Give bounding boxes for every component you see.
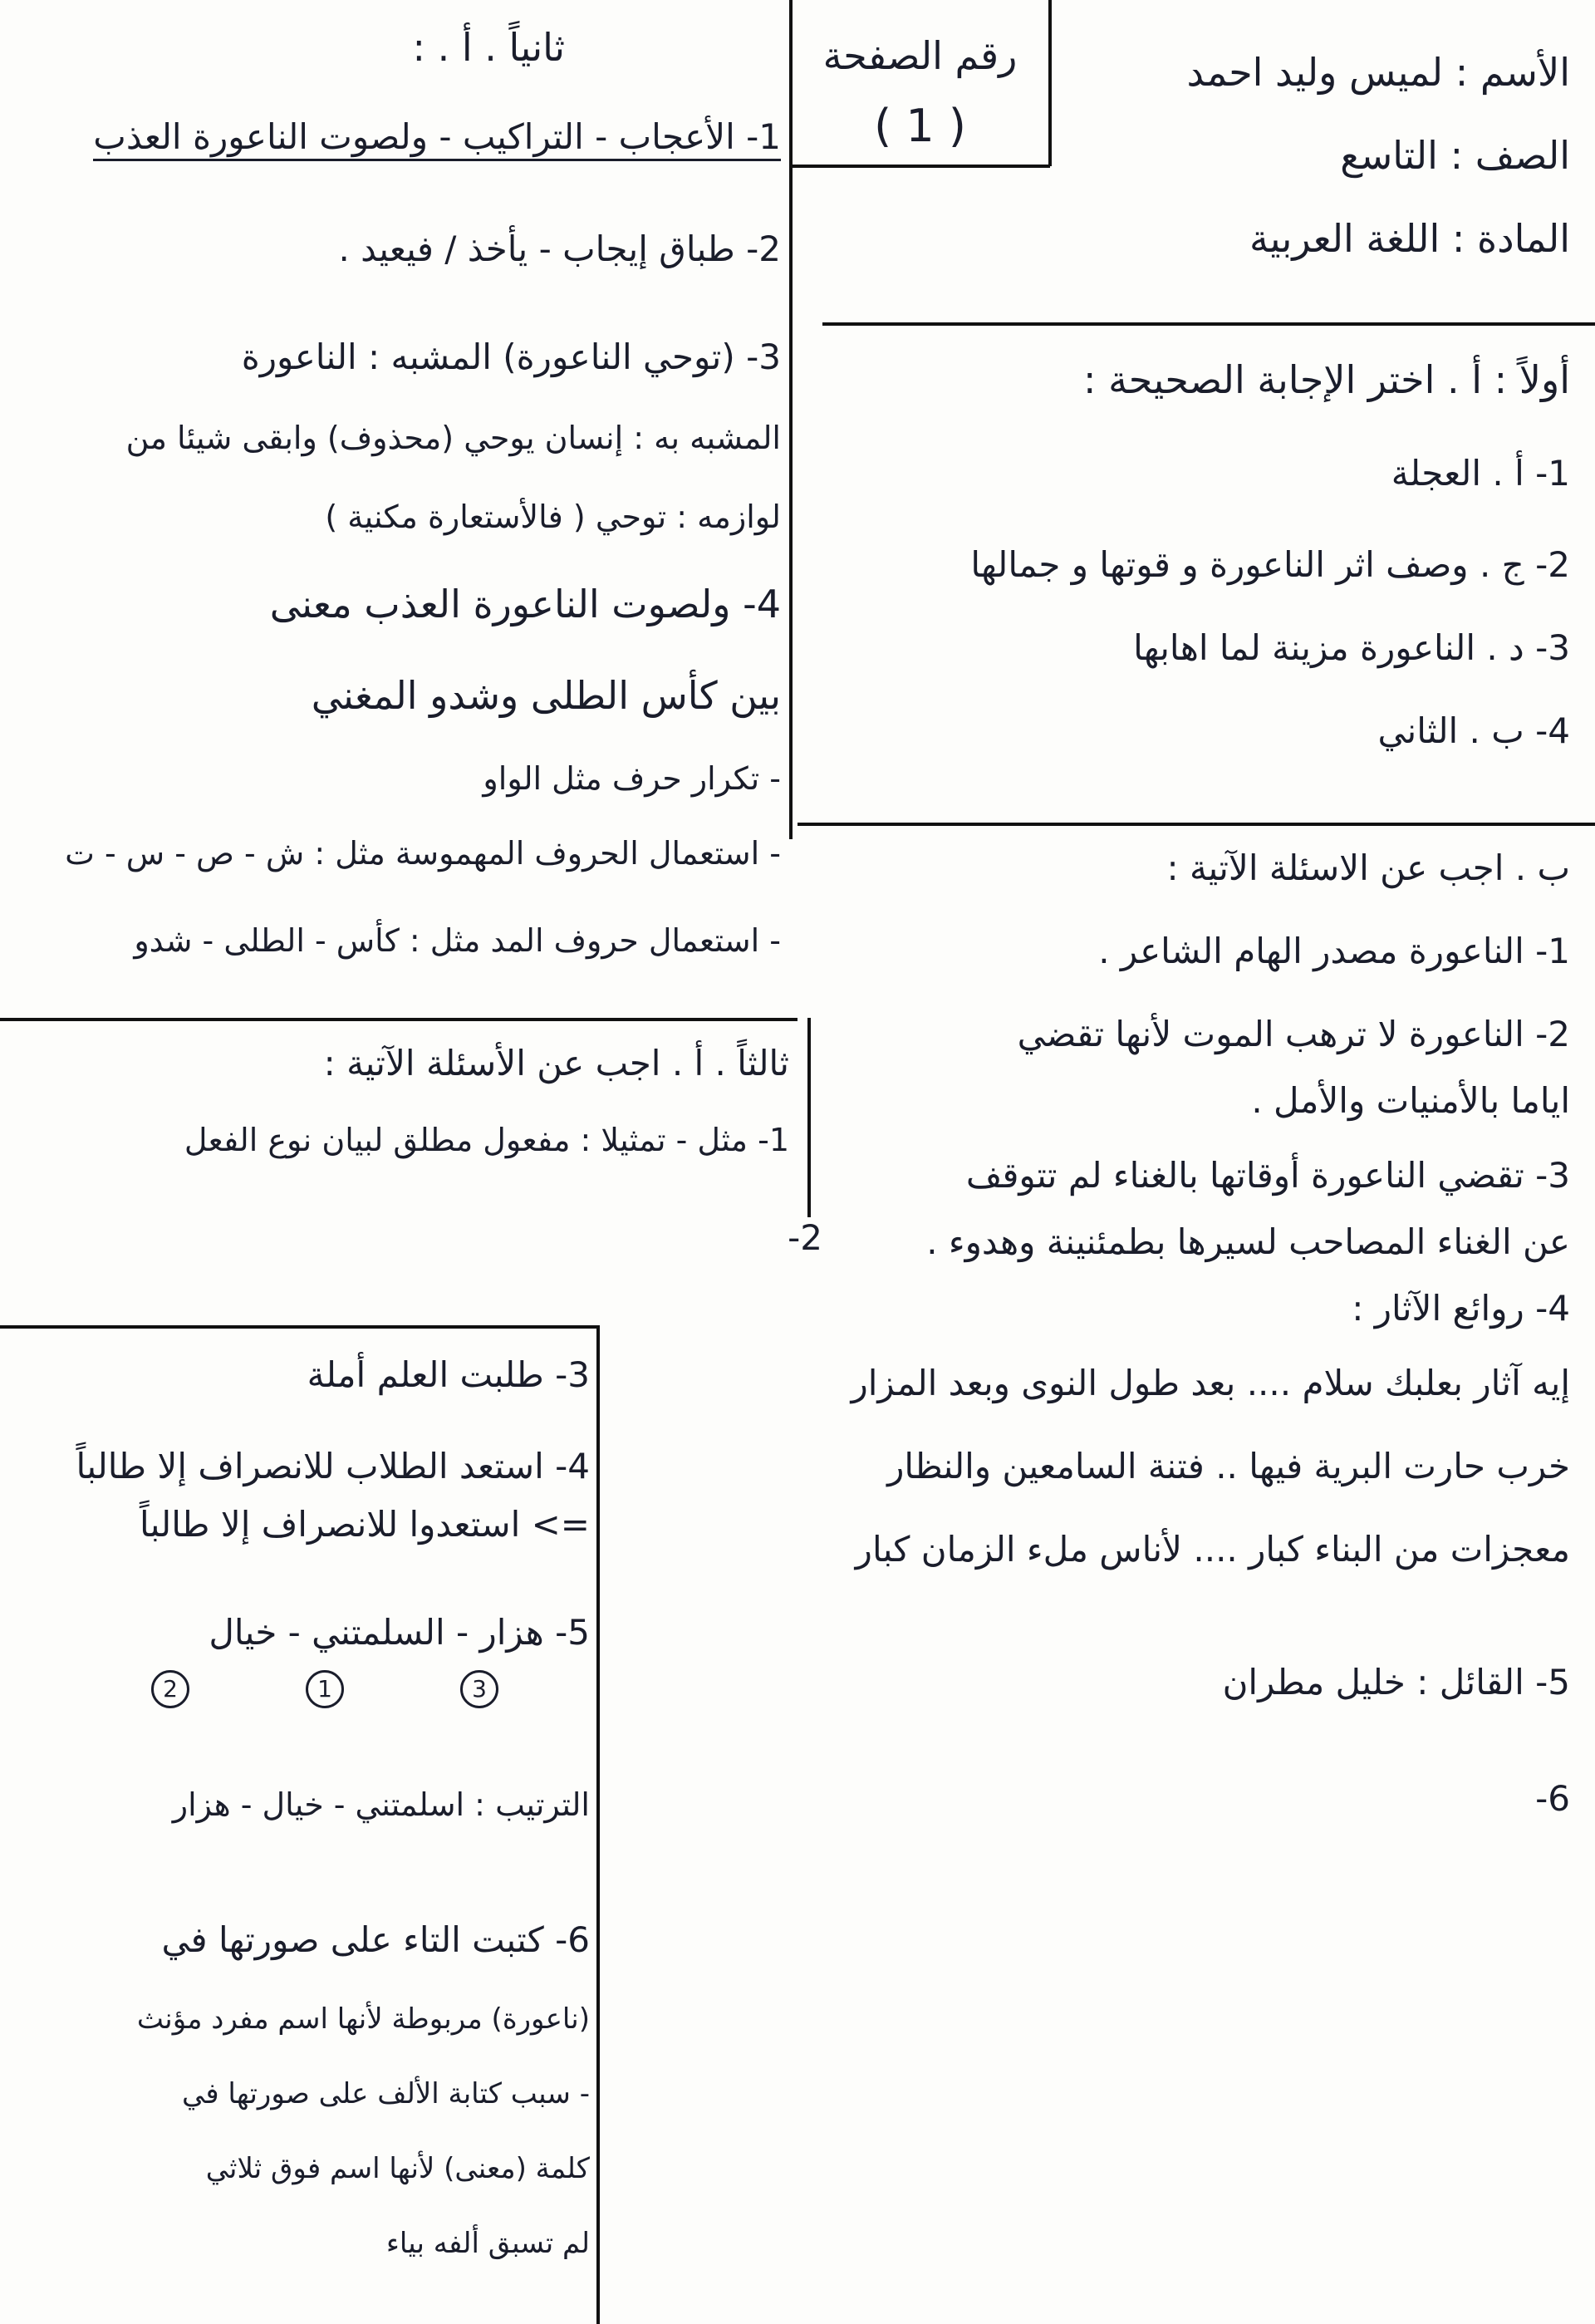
section-two-item-3: 3- (توحي الناعورة) المشبه : الناعورة <box>241 337 781 377</box>
order-mark-1: 3 <box>460 1670 498 1708</box>
b-answer-1: 1- الناعورة مصدر الهام الشاعر . <box>1098 931 1570 971</box>
order-marks <box>93 1670 557 1708</box>
answer-1: 1- أ . العجلة <box>1391 453 1570 494</box>
section-three-item-2-label: 2- <box>788 1217 822 1258</box>
order-mark-3: 2 <box>151 1670 189 1708</box>
b-answer-2: 2- الناعورة لا ترهب الموت لأنها تقضي <box>1017 1014 1570 1054</box>
page-number-box <box>798 17 1043 162</box>
lower-box-top-rule <box>0 1325 598 1329</box>
section-three-item-6-line5: لم تسبق ألفه بياء <box>385 2227 590 2260</box>
section-one-title: أولاً : أ . اختر الإجابة الصحيحة : <box>1082 357 1570 402</box>
section-two-item-4-note-3: - استعمال حروف المد مثل : كأس - الطلى - شدو <box>134 922 781 959</box>
section-three-title: ثالثاً . أ . اجب عن الأسئلة الآتية : <box>323 1043 789 1083</box>
top-right-box-bottom-rule <box>822 322 1595 326</box>
section-three-item-3: 3- طلبت العلم أملة <box>307 1354 590 1395</box>
section-three-item-6-line2: (ناعورة) مربوطة لأنها اسم مفرد مؤنث <box>136 2002 590 2036</box>
section-two-item-2: 2- طباق إيجاب - يأخذ / فيعيد . <box>338 228 781 269</box>
page-number-label: رقم الصفحة <box>822 33 1018 78</box>
section-two-item-4: 4- ولصوت الناعورة العذب معنى <box>269 582 781 626</box>
section-one <box>822 341 1570 814</box>
b-answer-5: 5- القائل : خليل مطران <box>1222 1662 1570 1702</box>
section-two-item-1-text: 1- الأعجاب - التراكيب - ولصوت الناعورة العذب <box>93 116 781 161</box>
page-number-value: ( 1 ) <box>874 100 966 152</box>
section-two-item-3-line2: المشبه به : إنسان يوحي (محذوف) وابقى شيئا من <box>125 420 781 456</box>
b-answer-2-cont: اياما بالأمنيات والأمل . <box>1251 1080 1570 1121</box>
answer-2: 2- ج . وصف اثر الناعورة و قوتها و جمالها <box>970 544 1570 585</box>
section-two-item-4-note-1: - تكرار حرف مثل الواو <box>483 760 781 797</box>
page-box-bottom-rule <box>791 165 1050 168</box>
answer-3: 3- د . الناعورة مزينة لما اهابها <box>1133 627 1570 668</box>
section-two-item-3-line3: لوازمه : توحي ( فالأستعارة مكنية ) <box>325 499 781 535</box>
section-three-item-5-order: الترتيب : اسلمتني - خيال - هزار <box>172 1786 590 1823</box>
section-two-title: ثانياً . أ . : <box>412 25 565 70</box>
section-three-item-6-line4: كلمة (معنى) لأنها اسم فوق ثلاثي <box>205 2152 590 2185</box>
student-info <box>1022 33 1570 307</box>
section-one-b-title: ب . اجب عن الاسئلة الآتية : <box>1166 848 1570 888</box>
b-answer-3-cont: عن الغناء المصاحب لسيرها بطمئنينة وهدوء . <box>926 1221 1570 1262</box>
student-grade: الصف : التاسع <box>1340 133 1570 178</box>
order-mark-2: 1 <box>306 1670 344 1708</box>
student-subject: المادة : اللغة العربية <box>1249 216 1570 261</box>
section-three-item-6: 6- كتبت التاء على صورتها في <box>161 1919 590 1960</box>
poem-line-2: خرب حارت البرية فيها .. فتنة السامعين والنظار <box>887 1446 1570 1486</box>
section-two-item-4-verse: بين كأس الطلى وشدو المغني <box>311 673 781 718</box>
section-three-item-4: 4- استعد الطلاب للانصراف إلا طالباً <box>76 1446 590 1486</box>
section-three <box>17 1034 789 1317</box>
section-three-continued <box>17 1338 590 2310</box>
page-box-left-rule <box>789 0 793 839</box>
b-answer-3: 3- تقضي الناعورة أوقاتها بالغناء لم تتوقف <box>965 1155 1570 1196</box>
lower-box-right-rule <box>596 1325 600 2324</box>
b-answer-4: 4- روائع الآثار : <box>1352 1288 1570 1329</box>
b-answer-6: 6- <box>1535 1778 1570 1819</box>
poem-line-3: معجزات من البناء كبار .... لأناس ملء الزمان كبار <box>855 1529 1570 1570</box>
section-two <box>17 17 781 1005</box>
section-two-item-1 <box>93 116 781 158</box>
section-three-item-1: 1- مثل - تمثيلا : مفعول مطلق لبيان نوع الفعل <box>184 1122 789 1158</box>
answer-4: 4- ب . الثاني <box>1377 710 1570 751</box>
section-three-item-5: 5- هزار - السلمتني - خيال <box>209 1612 590 1653</box>
section-two-item-4-note-2: - استعمال الحروف المهموسة مثل : ش - ص - س - ت <box>65 835 781 872</box>
poem-line-1: إيه آثار بعلبك سلام .... بعد طول النوى وبعد المزار <box>851 1363 1570 1403</box>
right-mid-rule <box>798 823 1595 826</box>
section-three-item-4-cont: => استعدوا للانصراف إلا طالباً <box>139 1504 590 1545</box>
section-three-item-2 <box>773 1217 822 1267</box>
student-name: الأسم : لميس وليد احمد <box>1186 50 1570 95</box>
section-three-item-6-line3: - سبب كتابة الألف على صورتها في <box>182 2077 590 2110</box>
